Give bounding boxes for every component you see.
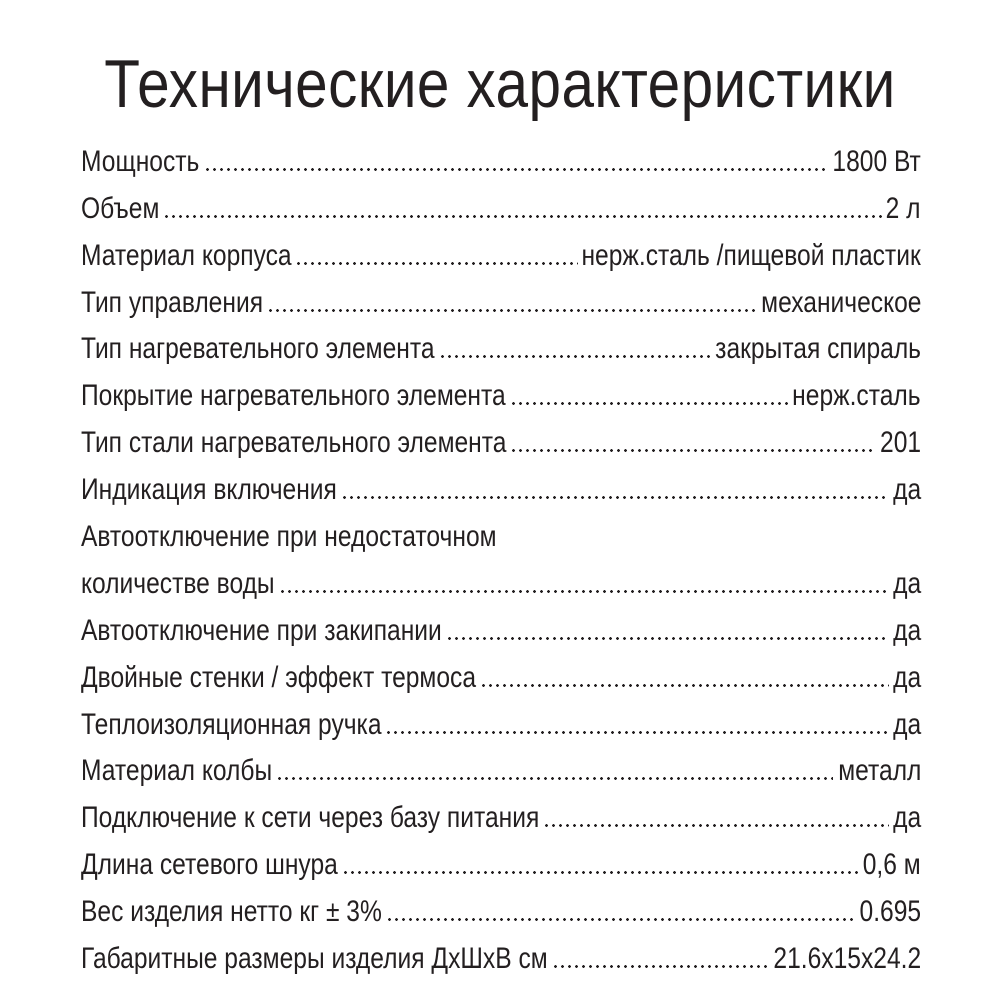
spec-label: Автоотключение при недостаточном	[81, 520, 497, 554]
dot-leader	[204, 168, 829, 171]
spec-row-body-material	[81, 229, 921, 276]
dot-leader	[480, 684, 889, 687]
dot-leader	[341, 496, 889, 499]
spec-label: Тип управления	[81, 285, 264, 319]
spec-value: 0,6 м	[863, 848, 921, 882]
spec-row-heating-element-coating	[81, 369, 921, 416]
spec-value: 201	[879, 426, 921, 460]
spec-value: да	[892, 660, 921, 694]
spec-label-continued: количестве воды	[81, 566, 275, 600]
spec-value: нерж.сталь	[792, 379, 921, 413]
page-title: Технические характеристики	[104, 46, 896, 122]
dot-leader	[446, 637, 889, 640]
spec-row-control-type	[81, 276, 921, 323]
spec-label: Индикация включения	[81, 473, 337, 507]
spec-row-cord-length	[81, 838, 921, 885]
spec-label: Тип нагревательного элемента	[81, 332, 435, 366]
spec-value: да	[892, 566, 921, 600]
spec-value: 0.695	[859, 895, 921, 929]
spec-label: Длина сетевого шнура	[81, 848, 338, 882]
spec-label: Габаритные размеры изделия ДхШхВ см	[81, 942, 548, 976]
spec-row-net-weight	[81, 885, 921, 932]
spec-label: Материал колбы	[81, 754, 273, 788]
dot-leader	[295, 262, 578, 265]
dot-leader	[267, 309, 756, 312]
spec-row-steel-type	[81, 416, 921, 463]
spec-row-dry-shutoff-line1	[81, 510, 921, 557]
dot-leader	[543, 824, 889, 827]
spec-value: механическое	[760, 285, 921, 319]
spec-row-power-indicator	[81, 463, 921, 510]
dot-leader	[552, 965, 769, 968]
spec-value: 21.6x15x24.2	[773, 942, 921, 976]
spec-label: Объем	[81, 191, 160, 225]
spec-label: Теплоизоляционная ручка	[81, 707, 382, 741]
dot-leader	[163, 215, 883, 218]
spec-label: Двойные стенки / эффект термоса	[81, 660, 477, 694]
spec-value: да	[892, 613, 921, 647]
spec-value: 2 л	[886, 191, 921, 225]
dot-leader	[279, 590, 889, 593]
dot-leader	[276, 777, 833, 780]
dot-leader	[342, 871, 859, 874]
spec-value: нерж.сталь /пищевой пластик	[581, 238, 921, 272]
spec-value: металл	[837, 754, 921, 788]
spec-value: да	[892, 801, 921, 835]
spec-row-dimensions	[81, 932, 921, 979]
spec-label: Покрытие нагревательного элемента	[81, 379, 506, 413]
spec-label: Мощность	[81, 144, 200, 178]
spec-value: да	[892, 473, 921, 507]
spec-label: Тип стали нагревательного элемента	[81, 426, 507, 460]
spec-row-volume	[81, 182, 921, 229]
spec-row-insulated-handle	[81, 698, 921, 745]
spec-row-heating-element-type	[81, 323, 921, 370]
spec-label: Материал корпуса	[81, 238, 292, 272]
dot-leader	[386, 918, 856, 921]
dot-leader	[510, 449, 876, 452]
spec-row-boil-shutoff	[81, 604, 921, 651]
spec-row-flask-material	[81, 745, 921, 792]
spec-row-power-base	[81, 791, 921, 838]
spec-value: 1800 Вт	[832, 144, 921, 178]
spec-label: Вес изделия нетто кг ± 3%	[81, 895, 382, 929]
spec-value: закрытая спираль	[715, 332, 921, 366]
spec-row-double-walls	[81, 651, 921, 698]
spec-row-dry-shutoff-line2	[81, 557, 921, 604]
dot-leader	[385, 731, 889, 734]
dot-leader	[510, 402, 789, 405]
dot-leader	[439, 355, 712, 358]
spec-label: Автоотключение при закипании	[81, 613, 442, 647]
spec-label: Подключение к сети через базу питания	[81, 801, 540, 835]
spec-value: да	[892, 707, 921, 741]
spec-list	[81, 135, 921, 979]
spec-row-power	[81, 135, 921, 182]
